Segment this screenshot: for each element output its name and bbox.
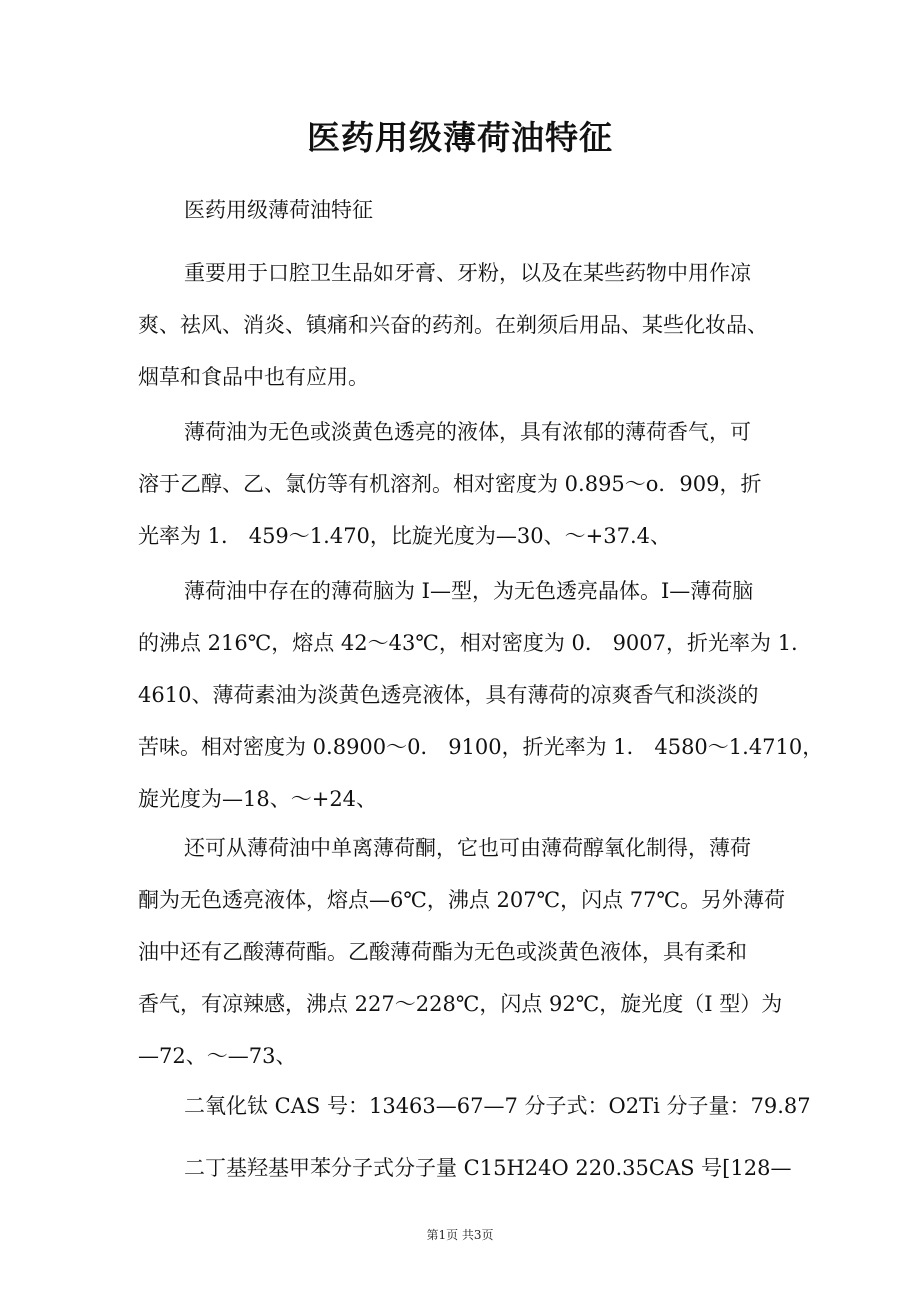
text-line: 二氧化钛 CAS 号：13463—67—7 分子式：O2Ti 分子量：79.87 <box>184 1094 811 1118</box>
text-line: 医药用级薄荷油特征 <box>184 198 373 222</box>
paragraph-intro-heading <box>138 184 784 236</box>
text-line: 苦味。相对密度为 0.8900～0． 9100，折光率为 1． 4580～1.4710， <box>138 735 824 759</box>
paragraph-titanium-dioxide <box>138 1080 811 1132</box>
text-line: 薄荷油中存在的薄荷脑为 I—型，为无色透亮晶体。I—薄荷脑 <box>184 579 754 603</box>
paragraph-usage <box>138 247 784 403</box>
text-line: 香气，有凉辣感，沸点 227～228℃，闪点 92℃，旋光度（I 型）为 <box>138 992 783 1016</box>
text-line: 还可从薄荷油中单离薄荷酮，它也可由薄荷醇氧化制得，薄荷 <box>184 836 751 860</box>
text-line: 光率为 1． 459～1.470，比旋光度为—30、～+37.4、 <box>138 524 671 548</box>
text-line: 油中还有乙酸薄荷酯。乙酸薄荷酯为无色或淡黄色液体，具有柔和 <box>138 940 747 964</box>
text-line: 酮为无色透亮液体，熔点—6℃，沸点 207℃，闪点 77℃。另外薄荷 <box>138 888 785 912</box>
text-line: 重要用于口腔卫生品如牙膏、牙粉，以及在某些药物中用作凉 <box>184 261 751 285</box>
text-line: 烟草和食品中也有应用。 <box>138 365 369 389</box>
paragraph-properties <box>138 406 784 562</box>
paragraph-menthol <box>138 565 824 825</box>
text-line: 溶于乙醇、乙、氯仿等有机溶剂。相对密度为 0.895～o．909，折 <box>138 472 762 496</box>
document-title: 医药用级薄荷油特征 <box>307 118 613 157</box>
page-footer: 第1页 共3页 <box>426 1228 494 1242</box>
text-line: 薄荷油为无色或淡黄色透亮的液体，具有浓郁的薄荷香气，可 <box>184 420 751 444</box>
paragraph-menthone <box>138 822 784 1082</box>
text-line: 4610、薄荷素油为淡黄色透亮液体，具有薄荷的凉爽香气和淡淡的 <box>138 683 759 707</box>
text-line: 爽、祛风、消炎、镇痛和兴奋的药剂。在剃须后用品、某些化妆品、 <box>138 313 768 337</box>
paragraph-bht <box>138 1142 792 1194</box>
text-line: 旋光度为—18、～+24、 <box>138 787 378 811</box>
text-line: 的沸点 216℃，熔点 42～43℃，相对密度为 0． 9007，折光率为 1. <box>138 631 798 655</box>
text-line: —72、～—73、 <box>138 1044 297 1068</box>
text-line: 二丁基羟基甲苯分子式分子量 C15H24O 220.35CAS 号[128— <box>184 1156 792 1180</box>
